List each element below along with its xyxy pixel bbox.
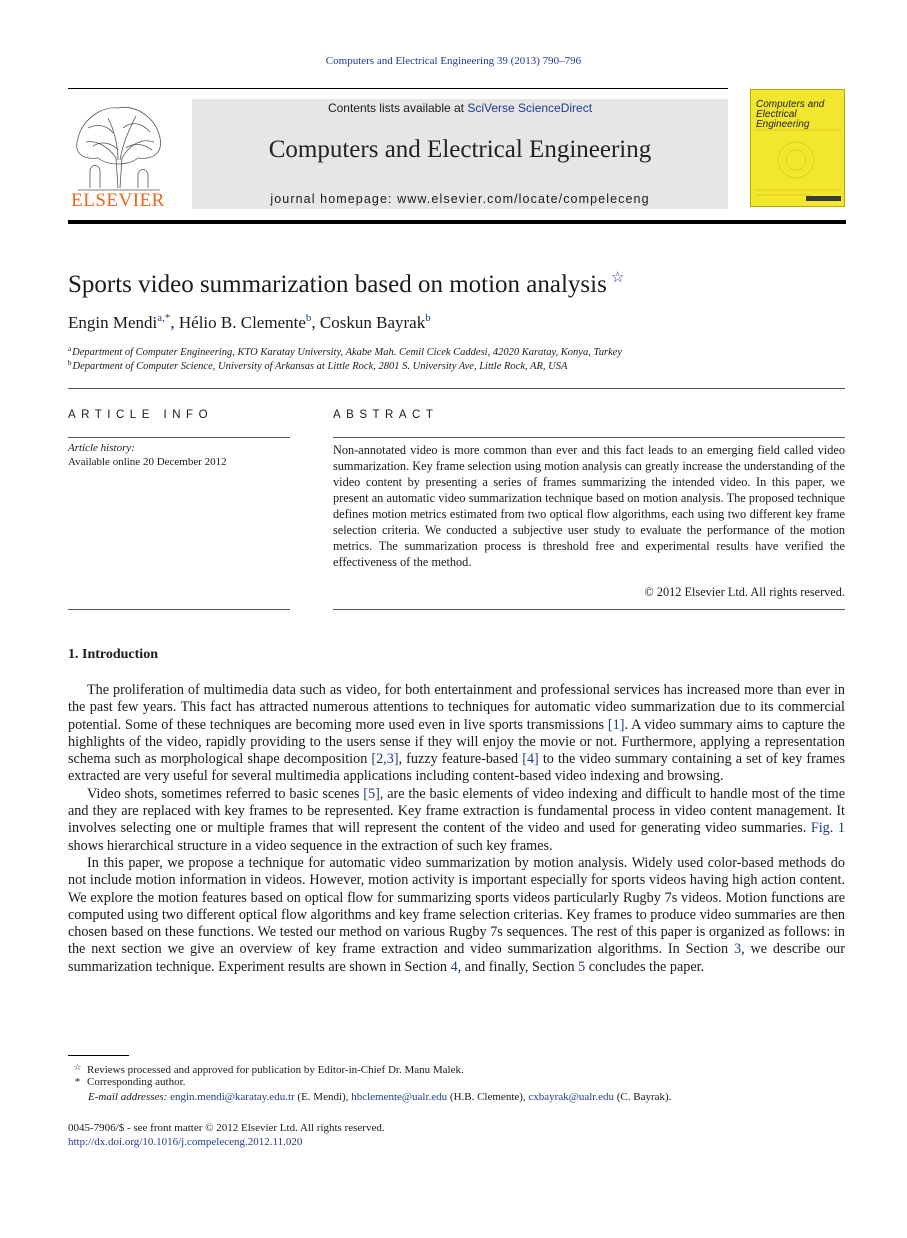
footnote-corr-text: Corresponding author. [87,1076,186,1088]
author-name: Hélio B. Clemente [178,313,306,332]
section-3-link[interactable]: 3 [734,941,742,958]
p2-text: shows hierarchical structure in a video sequence in the extraction of such key frames. [68,837,553,854]
p1-text: to the video summary containing a set of key frames extracted are very useful for several multimedia applications including content-based video indexing and browsing. [68,751,845,785]
p1-text: , fuzzy feature-based [398,751,523,768]
affiliation-b-text: Department of Computer Science, University of Arkansas at Little Rock, 2801 S. University Ave, Little Rock, AR, USA [72,361,568,372]
affiliation-a [68,345,622,358]
author-name: Engin Mendi [68,313,158,332]
footnote-corresponding [68,1076,185,1088]
p3-text: , we describe our summarization technique. Experiment results are shown in Section [68,941,845,975]
article-info-top-rule [68,437,290,438]
email-owner: (C. Bayrak). [614,1091,672,1103]
article-title [68,268,624,299]
ref-1-link[interactable]: [1] [607,716,625,733]
author-name: Coskun Bayrak [319,313,426,332]
author-separator: , [311,313,320,332]
sciencedirect-link[interactable]: SciVerse ScienceDirect [467,101,593,115]
p3-text: , and finally, Section [457,958,579,975]
abstract-copyright: © 2012 Elsevier Ltd. All rights reserved. [644,585,845,599]
section-4-link[interactable]: 4 [450,958,458,975]
intro-paragraph-1 [68,682,845,786]
journal-title: Computers and Electrical Engineering [268,136,652,163]
p1-text: . A video summary aims to capture the highlights of the video, rapidly providing to the users sense if they will enjoy the movie or not. Furthermore, applying a representation schema such as morphological shape decomposition [68,716,845,768]
email-link[interactable]: hbclemente@ualr.edu [351,1091,448,1103]
article-info-bottom-rule [68,609,290,610]
available-online-date: Available online 20 December 2012 [68,456,227,468]
p3-text: In this paper, we propose a technique for automatic video summarization by motion analysis. Widely used color-based methods do not include motion information in videos. However, motion activity is important especially for sports videos having high action content. We explore the motion features based on optical flow for summarizing sports videos particularly Rugby 7s videos. Motion functions are computed using two different optical flow algorithms and key frame selection criterias. Key frames to produce video summaries are then chosen based on these functions. We tested our method on various Rugby 7s sequences. The rest of this paper is organized as follows: in the next section we give an overview of key frame extraction and video summarization algorithms. In Section [68,854,845,958]
footnote-star [68,1062,464,1076]
affiliation-b [68,359,567,372]
abstract-top-rule [333,437,845,438]
article-info-heading: ARTICLE INFO [68,409,214,421]
email-link[interactable]: cxbayrak@ualr.edu [528,1091,614,1103]
intro-paragraph-2 [68,786,845,855]
affiliation-a-mark: a [68,345,72,353]
author-affiliation-marker[interactable]: b [425,312,431,324]
p2-text: , are the basic elements of video indexing and difficult to handle most of the time and they are replaced with key frames to be represented. Key frame extraction is fundamental process in video content management. It involves selecting one or multiple frames that will represent the content of the video and used for generating video summaries. [68,785,845,837]
footnote-emails [88,1091,671,1103]
fig-1-link[interactable]: Fig. 1 [810,820,845,837]
footnote-star-text: Reviews processed and approved for publication by Editor-in-Chief Dr. Manu Malek. [87,1064,464,1076]
doi-link[interactable]: http://dx.doi.org/10.1016/j.compeleceng.2012.11.020 [68,1136,303,1148]
cover-pattern [751,90,845,207]
author-separator: , [170,313,179,332]
p3-text: concludes the paper. [585,958,705,975]
section-5-link[interactable]: 5 [578,958,586,975]
abstract-bottom-rule [333,609,845,610]
issn-line: 0045-7906/$ - see front matter © 2012 Elsevier Ltd. All rights reserved. [68,1122,385,1134]
contents-line [192,101,728,115]
abstract-heading: ABSTRACT [333,409,439,421]
email-label: E-mail addresses: [88,1091,168,1103]
header-top-rule [68,88,728,89]
journal-citation[interactable]: Computers and Electrical Engineering 39 (2013) 790–796 [325,55,582,67]
abstract-text: Non-annotated video is more common than ever and this fact leads to an emerging field called video summarization. Key frame selection using motion analysis can greatly increase the understanding of the video content by presenting a series of frames summarizing the intended video. In this paper, we present an automatic video summarization technique based on motion analysis. The proposed technique defines motion metrics estimated from two optical flow algorithms, each using two different key frame selection criteria. We conducted a subjective user study to evaluate the performance of the motion metrics. The summarization process is threshold free and experimental results have verified the effectiveness of the method. [333,443,845,569]
header-bottom-rule [68,220,846,224]
author-affiliation-marker[interactable]: a,* [157,312,171,324]
author-list [68,312,431,333]
introduction-body [68,682,845,976]
footnote-corr-mark: * [74,1076,81,1088]
introduction-heading: 1. Introduction [68,647,158,662]
cover-title: Computers and Electrical Engineering [756,99,825,130]
journal-homepage[interactable]: journal homepage: www.elsevier.com/locate/compeleceng [270,192,650,206]
footnote-rule [68,1055,129,1056]
ref-4-link[interactable]: [4] [522,751,539,768]
author-affiliation-marker[interactable]: b [305,312,312,324]
p2-text: Video shots, sometimes referred to basic scenes [87,785,364,802]
affiliation-b-mark: b [68,359,72,367]
intro-paragraph-3 [68,855,845,976]
affiliation-divider [68,388,845,389]
email-owner: (E. Mendi), [294,1091,352,1103]
contents-prefix: Contents lists available at [327,101,468,115]
article-title-text: Sports video summarization based on motion analysis [68,271,607,298]
elsevier-wordmark: ELSEVIER [71,190,165,211]
title-footnote-marker[interactable]: ☆ [610,270,625,286]
article-history-label: Article history: [68,442,135,454]
ref-5-link[interactable]: [5] [363,785,380,802]
journal-cover-thumbnail [750,89,845,207]
affiliation-a-text: Department of Computer Engineering, KTO Karatay University, Akabe Mah. Cemil Cicek Caddesi, 42020 Karatay, Konya, Turkey [72,347,623,358]
email-link[interactable]: engin.mendi@karatay.edu.tr [170,1091,295,1103]
footnote-star-mark: ☆ [73,1062,82,1072]
ref-2-3-link[interactable]: [2,3] [371,751,399,768]
email-owner: (H.B. Clemente), [447,1091,529,1103]
p1-text: The proliferation of multimedia data such as video, for both entertainment and professional services has increased more than ever in the past few years. This fact has attracted numerous attentions to techniques for automatic video summarization due to its commercial potential. Some of these techniques are becoming more used even in live sports transmissions [68,682,845,733]
